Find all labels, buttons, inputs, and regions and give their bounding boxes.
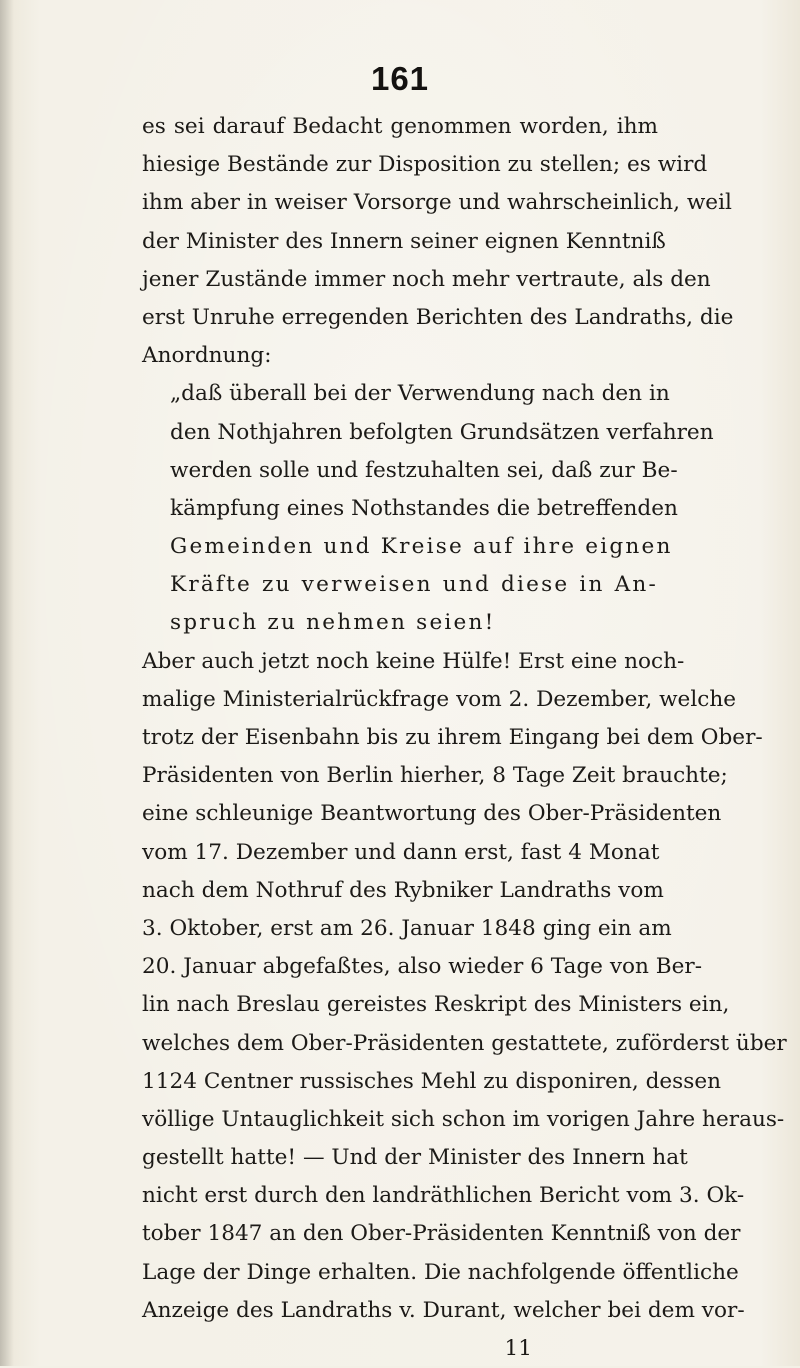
body-text bbox=[142, 108, 787, 1368]
text-line: lin nach Breslau gereistes Reskript des Ministers ein, bbox=[142, 992, 730, 1018]
quote-line: werden solle und festzuhalten sei, daß zur Be- bbox=[170, 457, 678, 483]
text-line: der Minister des Innern seiner eignen Kenntniß bbox=[142, 228, 666, 254]
signature-mark: 11 bbox=[504, 1336, 532, 1361]
text-line: es sei darauf Bedacht genommen worden, ihm bbox=[142, 114, 658, 139]
quote-line-emphasis: Kräfte zu verweisen und diese in An- bbox=[170, 572, 658, 598]
text-line: Anzeige des Landraths v. Durant, welcher bei dem vor- bbox=[142, 1297, 745, 1323]
text-line: jener Zustände immer noch mehr vertraute, als den bbox=[142, 266, 711, 292]
quote-line: „daß überall bei der Verwendung nach den in bbox=[170, 381, 670, 407]
text-line: malige Ministerialrückfrage vom 2. Dezember, welche bbox=[142, 686, 737, 712]
text-line: völlige Untauglichkeit sich schon im vorigen Jahre heraus- bbox=[142, 1106, 785, 1132]
quote-line: kämpfung eines Nothstandes die betreffenden bbox=[170, 495, 678, 521]
text-line: gestellt hatte! — Und der Minister des Innern hat bbox=[142, 1145, 688, 1171]
text-line: ihm aber in weiser Vorsorge und wahrscheinlich, weil bbox=[142, 190, 732, 216]
text-line: nach dem Nothruf des Rybniker Landraths vom bbox=[142, 877, 664, 903]
text-line: Lage der Dinge erhalten. Die nachfolgende öffentliche bbox=[142, 1259, 739, 1285]
text-line: welches dem Ober-Präsidenten gestattete, zuförderst über bbox=[142, 1030, 787, 1056]
text-line: Aber auch jetzt noch keine Hülfe! Erst eine noch- bbox=[142, 648, 685, 674]
gutter-shadow bbox=[0, 0, 14, 1366]
text-line: hiesige Bestände zur Disposition zu stellen; es wird bbox=[142, 152, 708, 178]
text-line: 1124 Centner russisches Mehl zu disponiren, dessen bbox=[142, 1068, 722, 1094]
text-line: trotz der Eisenbahn bis zu ihrem Eingang bei dem Ober- bbox=[142, 725, 763, 750]
page-number: 161 bbox=[370, 60, 430, 97]
text-line: tober 1847 an den Ober-Präsidenten Kenntniß von der bbox=[142, 1221, 741, 1247]
quote-line-emphasis: Gemeinden und Kreise auf ihre eignen bbox=[170, 534, 673, 560]
text-line: 3. Oktober, erst am 26. Januar 1848 ging ein am bbox=[142, 915, 672, 941]
quote-line: den Nothjahren befolgten Grundsätzen verfahren bbox=[170, 419, 714, 445]
text-line: erst Unruhe erregenden Berichten des Landraths, die bbox=[142, 304, 734, 330]
text-line: Anordnung: bbox=[142, 343, 272, 369]
text-line: eine schleunige Beantwortung des Ober-Präsidenten bbox=[142, 801, 722, 827]
text-line: 20. Januar abgefaßtes, also wieder 6 Tage von Ber- bbox=[142, 954, 703, 980]
text-line: nicht erst durch den landräthlichen Bericht vom 3. Ok- bbox=[142, 1183, 745, 1209]
text-line: Präsidenten von Berlin hierher, 8 Tage Zeit brauchte; bbox=[142, 763, 728, 789]
text-line: vom 17. Dezember und dann erst, fast 4 Monat bbox=[142, 839, 660, 865]
quote-line-emphasis: spruch zu nehmen seien! bbox=[170, 610, 496, 636]
